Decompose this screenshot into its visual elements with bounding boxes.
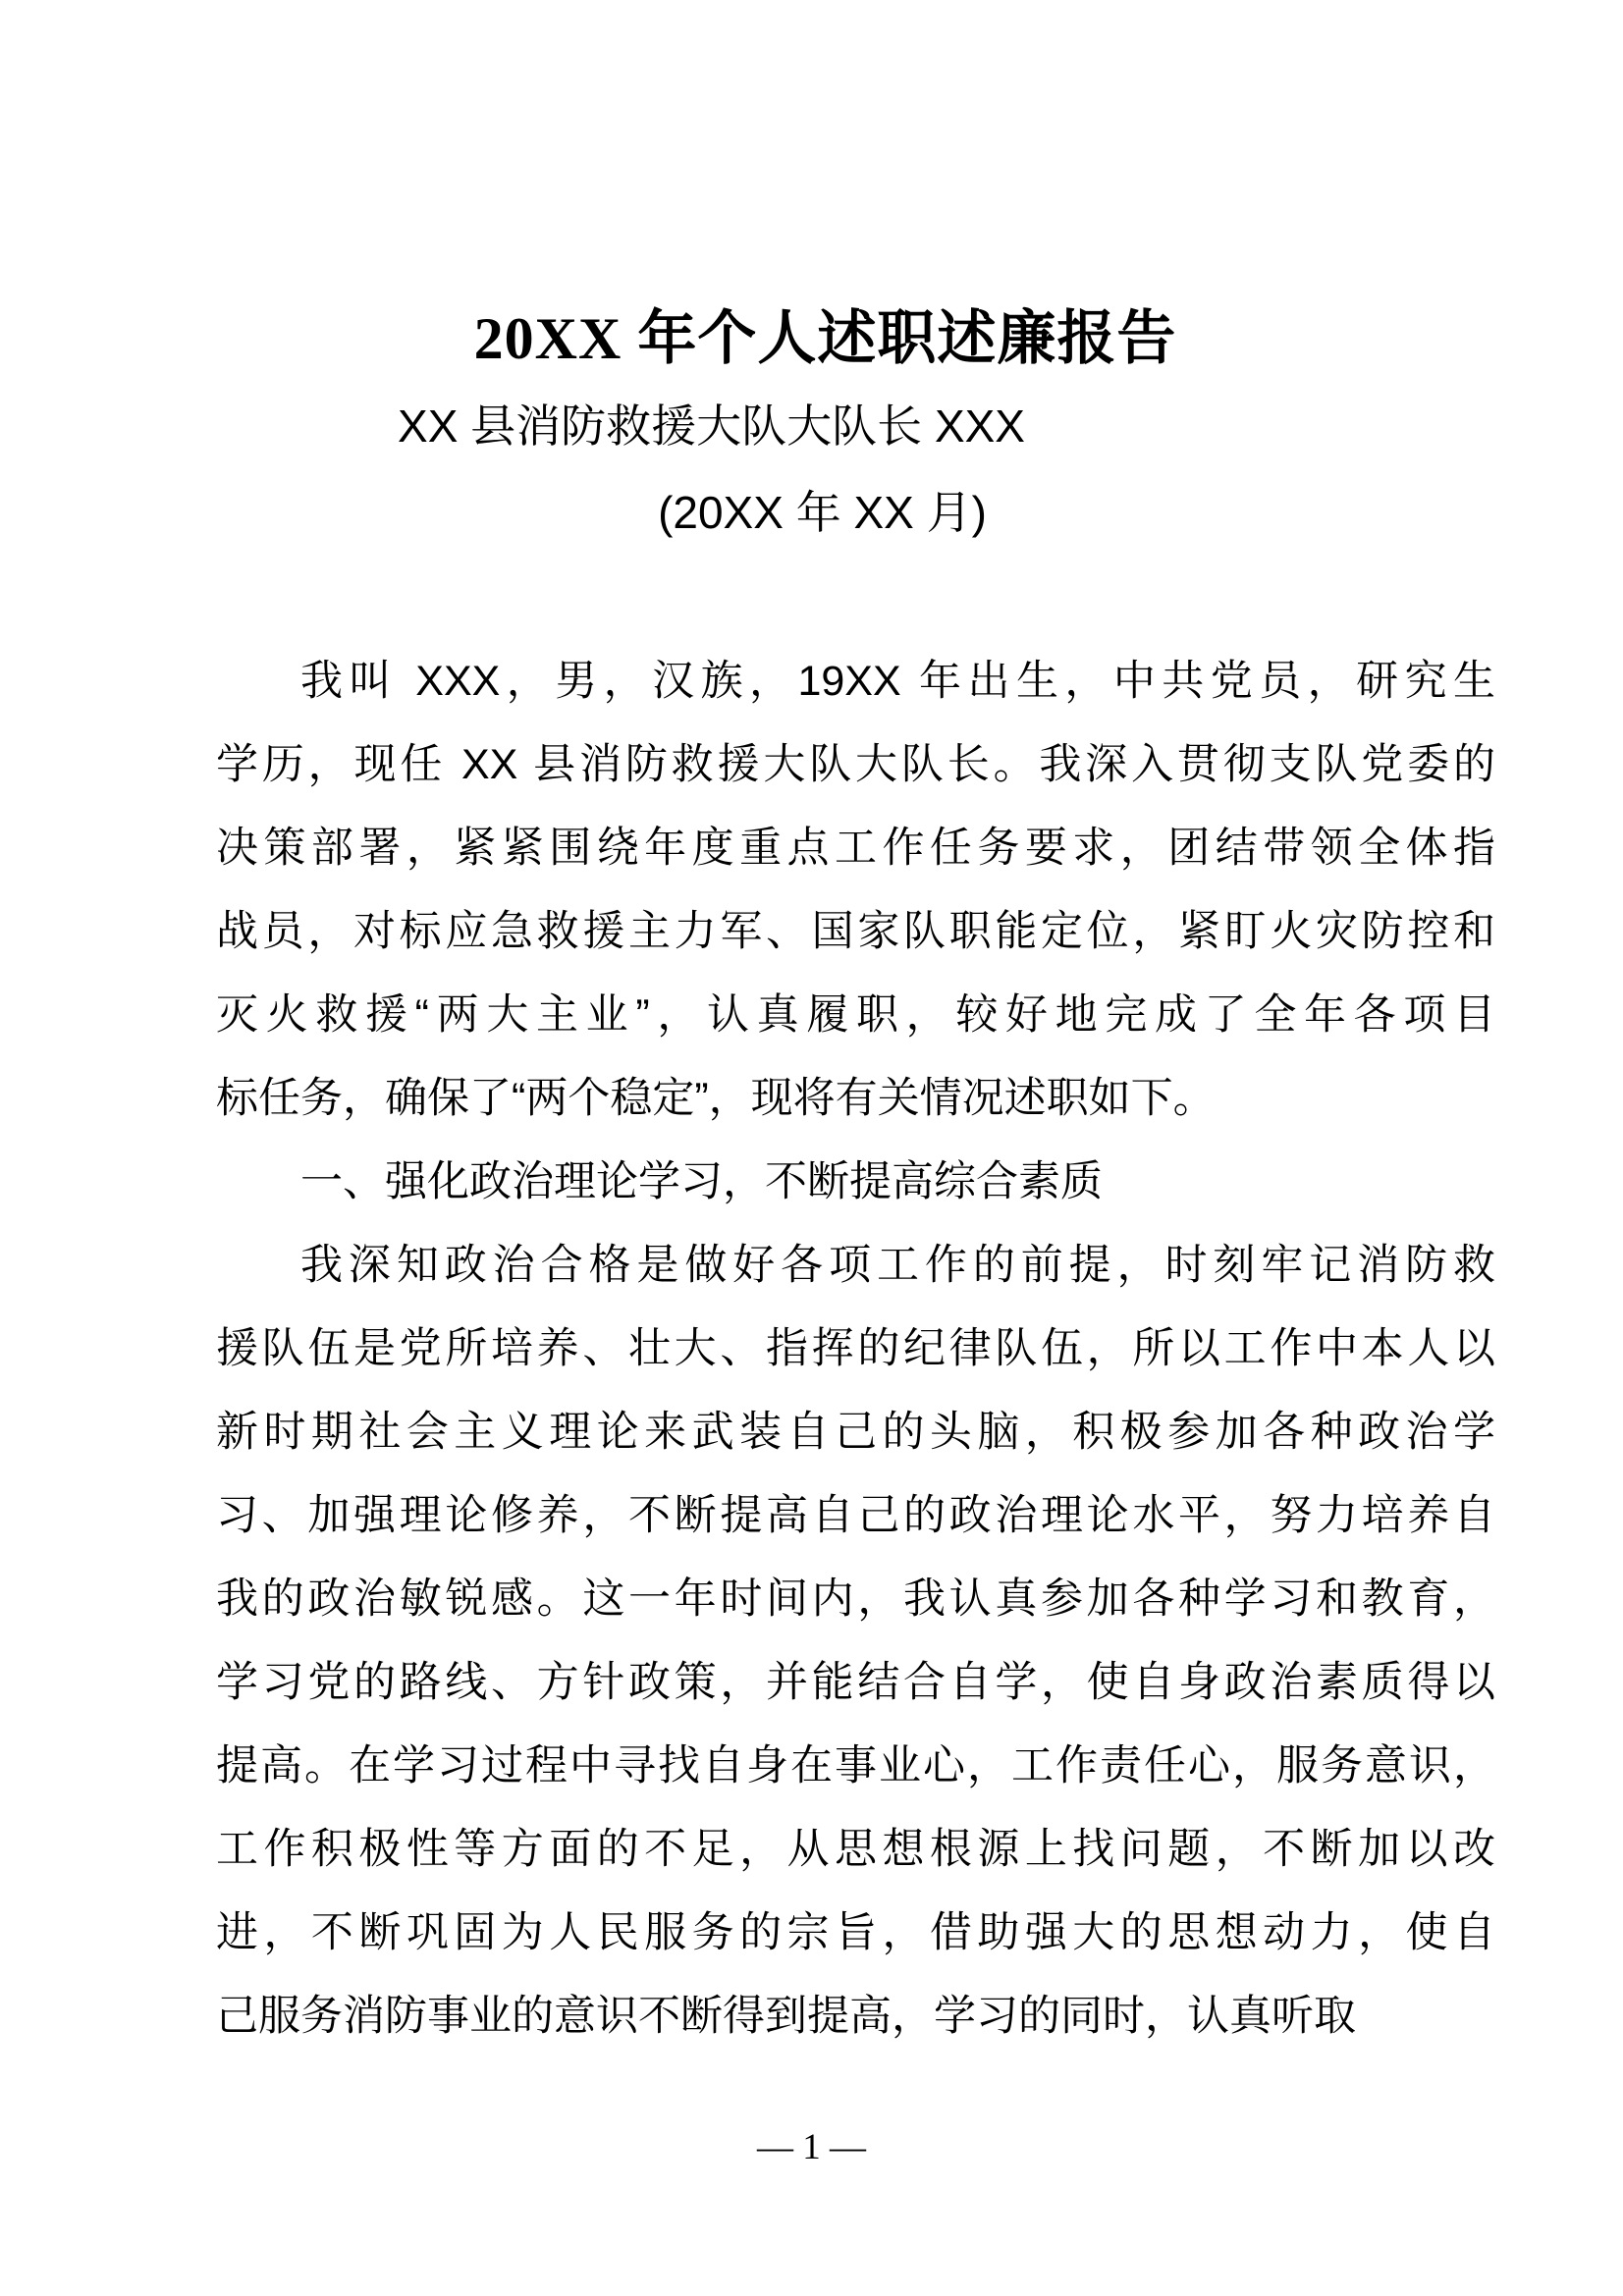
text-line: 学历，现任 XX 县消防救援大队大队长。我深入贯彻支队党委的 <box>216 741 1495 788</box>
text-line: 标任务，确保了“两个稳定”，现将有关情况述职如下。 <box>216 1075 1216 1122</box>
text-line: 我深知政治合格是做好各项工作的前提，时刻牢记消防救 <box>300 1242 1495 1289</box>
document-header <box>0 0 1623 556</box>
text-line: 我叫 XXX，男，汉族，19XX 年出生，中共党员，研究生 <box>300 658 1495 705</box>
body-paragraph <box>216 640 1495 1141</box>
page-number: — 1 — <box>757 2127 866 2167</box>
text-line: 工作积极性等方面的不足，从思想根源上找问题，不断加以改 <box>216 1826 1495 1873</box>
text-line: 新时期社会主义理论来武装自己的头脑，积极参加各种政治学 <box>216 1409 1495 1456</box>
text-line: 提高。在学习过程中寻找自身在事业心，工作责任心，服务意识， <box>216 1742 1495 1789</box>
text-line: 战员，对标应急救援主力军、国家队职能定位，紧盯火灾防控和 <box>216 908 1495 955</box>
section-heading <box>216 1141 1495 1224</box>
text-line: 决策部署，紧紧围绕年度重点工作任务要求，团结带领全体指 <box>216 825 1495 872</box>
body-paragraph <box>216 1224 1495 2058</box>
text-line: 灭火救援“两大主业”，认真履职，较好地完成了全年各项目 <box>216 991 1495 1039</box>
text-line: 习、加强理论修养，不断提高自己的政治理论水平，努力培养自 <box>216 1492 1495 1539</box>
text-line: 进，不断巩固为人民服务的宗旨，借助强大的思想动力，使自 <box>216 1909 1495 1956</box>
text-line: 己服务消防事业的意识不断得到提高，学习的同时，认真听取 <box>216 1993 1356 2040</box>
document-title: 20XX 年个人述职述廉报告 <box>473 306 1177 371</box>
text-line: 援队伍是党所培养、壮大、指挥的纪律队伍，所以工作中本人以 <box>216 1325 1495 1372</box>
document-body <box>216 640 1495 2058</box>
document-subtitle: XX 县消防救援大队大队长 XXX <box>398 400 1025 452</box>
text-line: 学习党的路线、方针政策，并能结合自学，使自身政治素质得以 <box>216 1659 1495 1706</box>
text-line: 一、强化政治理论学习，不断提高综合素质 <box>300 1158 1103 1205</box>
text-line: 我的政治敏锐感。这一年时间内，我认真参加各种学习和教育， <box>216 1575 1495 1623</box>
document-date-line: (20XX 年 XX 月) <box>658 487 987 538</box>
